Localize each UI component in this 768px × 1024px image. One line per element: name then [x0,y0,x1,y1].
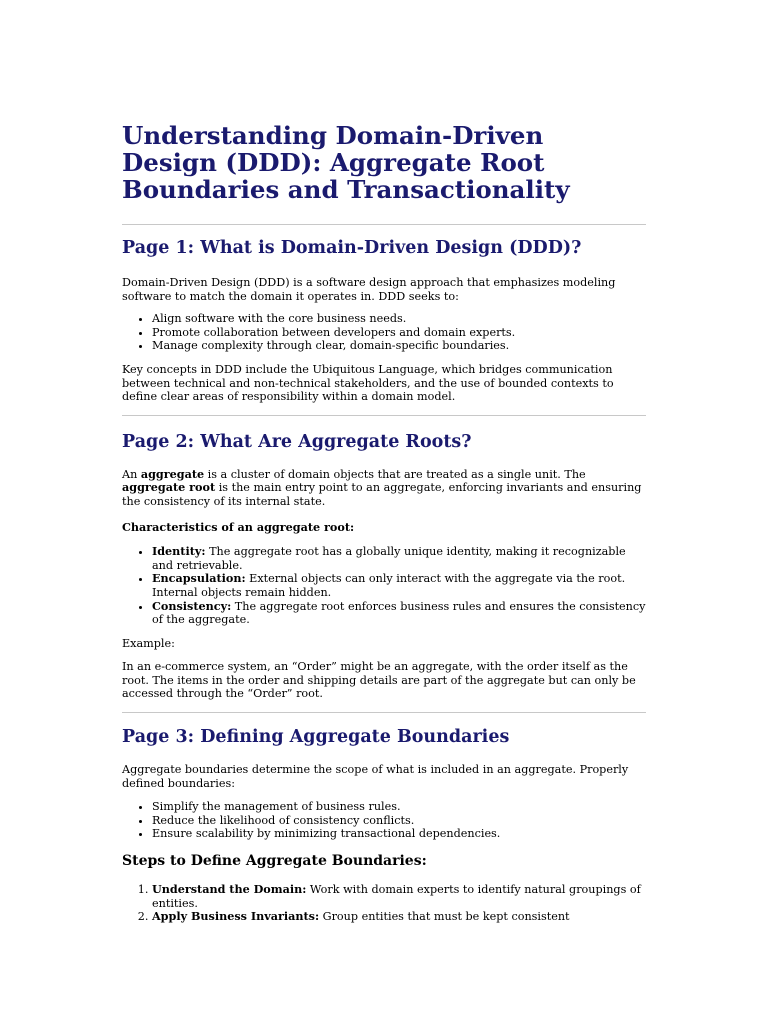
step-text: Work with domain experts to identify natural groupings of entities. [152,883,641,910]
steps-heading: Steps to Define Aggregate Boundaries: [122,853,427,870]
step-term: Understand the Domain: [152,882,307,897]
list-item [152,883,646,910]
list-item: • Manage complexity through clear, domain-specific boundaries. [152,339,646,353]
characteristics-label-text: Characteristics of an aggregate root: [122,519,355,534]
step-term: Apply Business Invariants: [152,909,320,924]
section-heading-page2: Page 2: What Are Aggregate Roots? [122,431,472,452]
list-item: • Reduce the likelihood of consistency conflicts. [152,814,646,828]
list-item: • Ensure scalability by minimizing transactional dependencies. [152,827,646,841]
divider [122,415,646,416]
example-text: In an e-commerce system, an “Order” might be an aggregate, with the order itself as the root. The items in the order and shipping details are part of the aggregate but can only be accessed through the “Order” root. [122,660,636,701]
list-item [152,572,646,599]
characteristic-term: Encapsulation: [152,571,246,586]
document-page [122,120,646,924]
characteristic-text: The aggregate root has a globally unique identity, making it recognizable and retrievable. [152,545,626,572]
term-aggregate: aggregate [140,466,205,481]
characteristics-list [122,545,646,627]
page1-closing: Key concepts in DDD include the Ubiquitous Language, which bridges communication between technical and non-technical stakeholders, and the use of bounded contexts to define clear areas of responsibility within a domain model. [122,362,614,404]
characteristics-label [122,521,646,535]
step-text: Group entities that must be kept consistent [319,910,570,924]
page3-intro: Aggregate boundaries determine the scope of what is included in an aggregate. Properly defined boundaries: [122,763,629,790]
characteristic-text: The aggregate root enforces business rules and ensures the consistency of the aggregate. [152,599,646,627]
page3-bullet-list [122,800,646,841]
steps-list [122,883,646,924]
page2-intro [122,468,646,509]
list-item [152,600,646,627]
term-aggregate-root: aggregate root [122,480,216,495]
list-item [152,545,646,572]
characteristic-text: External objects can only interact with the aggregate via the root. Internal objects remain hidden. [152,572,626,599]
page1-intro: Domain-Driven Design (DDD) is a software design approach that emphasizes modeling software to match the domain it operates in. DDD seeks to: [122,276,616,303]
divider [122,224,646,225]
section-heading-page3: Page 3: Defining Aggregate Boundaries [122,727,510,748]
section-heading-page1: Page 1: What is Domain-Driven Design (DDD)? [122,238,582,258]
page2-intro-text: An [122,467,141,481]
document-title: Understanding Domain-Driven Design (DDD): Aggregate Root Boundaries and Transactionality [122,121,570,204]
characteristic-term: Consistency: [152,598,232,613]
list-item [152,910,646,924]
example-label: Example: [122,636,175,650]
page2-intro-text: is a cluster of domain objects that are treated as a single unit. The [204,467,586,481]
page2-intro-text: is the main entry point to an aggregate, enforcing invariants and ensuring the consistency of its internal state. [122,481,642,508]
list-item: • Align software with the core business needs. [152,312,646,326]
list-item: • Promote collaboration between developers and domain experts. [152,326,646,340]
list-item: • Simplify the management of business rules. [152,800,646,814]
characteristic-term: Identity: [152,544,206,559]
divider [122,712,646,713]
page1-bullet-list [122,312,646,353]
